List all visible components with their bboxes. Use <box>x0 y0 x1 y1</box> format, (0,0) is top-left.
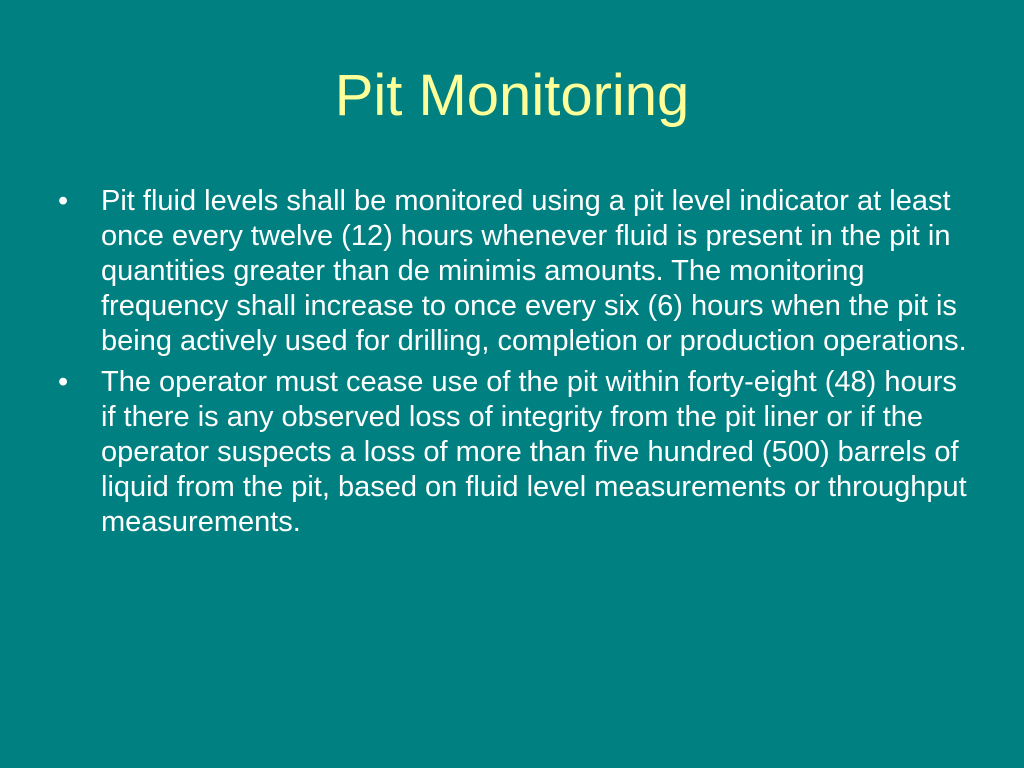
bullet-icon: • <box>58 366 69 398</box>
bullet-item-1 <box>58 184 978 359</box>
bullet-text-1: Pit fluid levels shall be monitored using a pit level indicator at least once every twelve (12) hours whenever fluid is present in the pit in quantities greater than de minimis amounts. The monitoring frequency shall increase to once every six (6) hours when the pit is being actively used for drilling, completion or production operations. <box>101 185 967 357</box>
bullet-list <box>58 184 978 546</box>
bullet-item-2 <box>58 365 978 540</box>
slide-title: Pit Monitoring <box>334 63 690 128</box>
bullet-text-2: The operator must cease use of the pit within forty-eight (48) hours if there is any observed loss of integrity from the pit liner or if the operator suspects a loss of more than five hundred (500) barrels of liquid from the pit, based on fluid level measurements or throughput measurements. <box>101 366 967 538</box>
bullet-icon: • <box>58 185 69 217</box>
